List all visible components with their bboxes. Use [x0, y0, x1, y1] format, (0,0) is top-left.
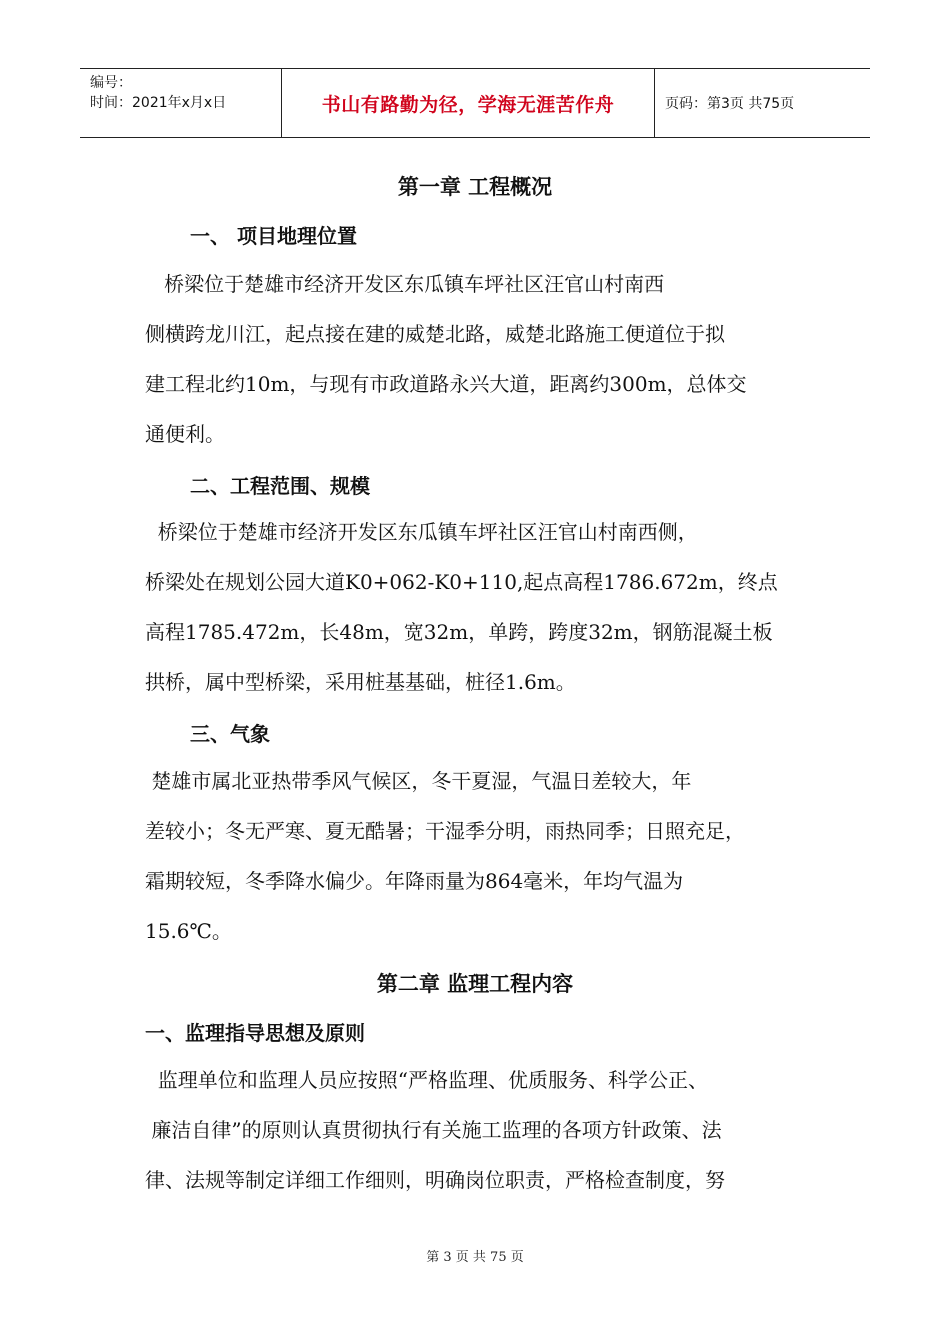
- header-motto: 书山有路勤为径，学海无涯苦作舟: [321, 93, 615, 116]
- paragraph: [145, 259, 835, 459]
- paragraph-line: 桥梁处在规划公园大道K0+062-K0+110,起点高程1786.672m，终点: [145, 570, 778, 594]
- page-footer: 第 3 页 共 75 页: [426, 1250, 524, 1265]
- paragraph-line: 差较小；冬无严寒、夏无酷暑；干湿季分明，雨热同季；日照充足，: [145, 819, 745, 843]
- paragraph-line: 廉洁自律”的原则认真贯彻执行有关施工监理的各项方针政策、法: [145, 1118, 722, 1142]
- section-heading: 一、 项目地理位置: [190, 224, 357, 248]
- paragraph-line: 高程1785.472m，长48m，宽32m，单跨，跨度32m，钢筋混凝土板: [145, 620, 773, 644]
- paragraph-line: 15.6℃。: [145, 919, 232, 943]
- header-divider: [654, 69, 655, 137]
- paragraph-line: 侧横跨龙川江，起点接在建的威楚北路，威楚北路施工便道位于拟: [145, 322, 725, 346]
- paragraph-line: 建工程北约10m，与现有市政道路永兴大道，距离约300m，总体交: [145, 372, 747, 396]
- chapter-title: 第二章 监理工程内容: [376, 972, 574, 996]
- paragraph-line: 楚雄市属北亚热带季风气候区，冬干夏湿，气温日差较大，年: [145, 769, 692, 793]
- chapter-title: 第一章 工程概况: [397, 175, 553, 199]
- header-page-info: 页码：第3页 共75页: [665, 96, 795, 112]
- section-heading: 一、监理指导思想及原则: [145, 1021, 365, 1045]
- paragraph-line: 通便利。: [145, 422, 225, 446]
- paragraph-line: 霜期较短，冬季降水偏少。年降雨量为864毫米，年均气温为: [145, 869, 684, 893]
- header-meta: [90, 73, 226, 113]
- paragraph-line: 律、法规等制定详细工作细则，明确岗位职责，严格检查制度，努: [145, 1168, 725, 1192]
- paragraph-line: 监理单位和监理人员应按照“严格监理、优质服务、科学公正、: [145, 1068, 708, 1092]
- page-header: [80, 68, 870, 138]
- paragraph: [145, 1055, 835, 1205]
- paragraph-line: 桥梁位于楚雄市经济开发区东瓜镇车坪社区汪官山村南西侧，: [145, 520, 698, 544]
- section-heading: 二、工程范围、规模: [190, 474, 370, 498]
- section-heading: 三、气象: [190, 722, 270, 746]
- paragraph: [145, 507, 835, 707]
- document-time-label: 时间：2021年x月x日: [90, 95, 227, 111]
- paragraph-line: 桥梁位于楚雄市经济开发区东瓜镇车坪社区汪官山村南西: [145, 272, 665, 296]
- paragraph: [145, 756, 835, 956]
- document-number-label: 编号：: [90, 75, 132, 91]
- paragraph-line: 拱桥，属中型桥梁，采用桩基基础，桩径1.6m。: [145, 670, 576, 694]
